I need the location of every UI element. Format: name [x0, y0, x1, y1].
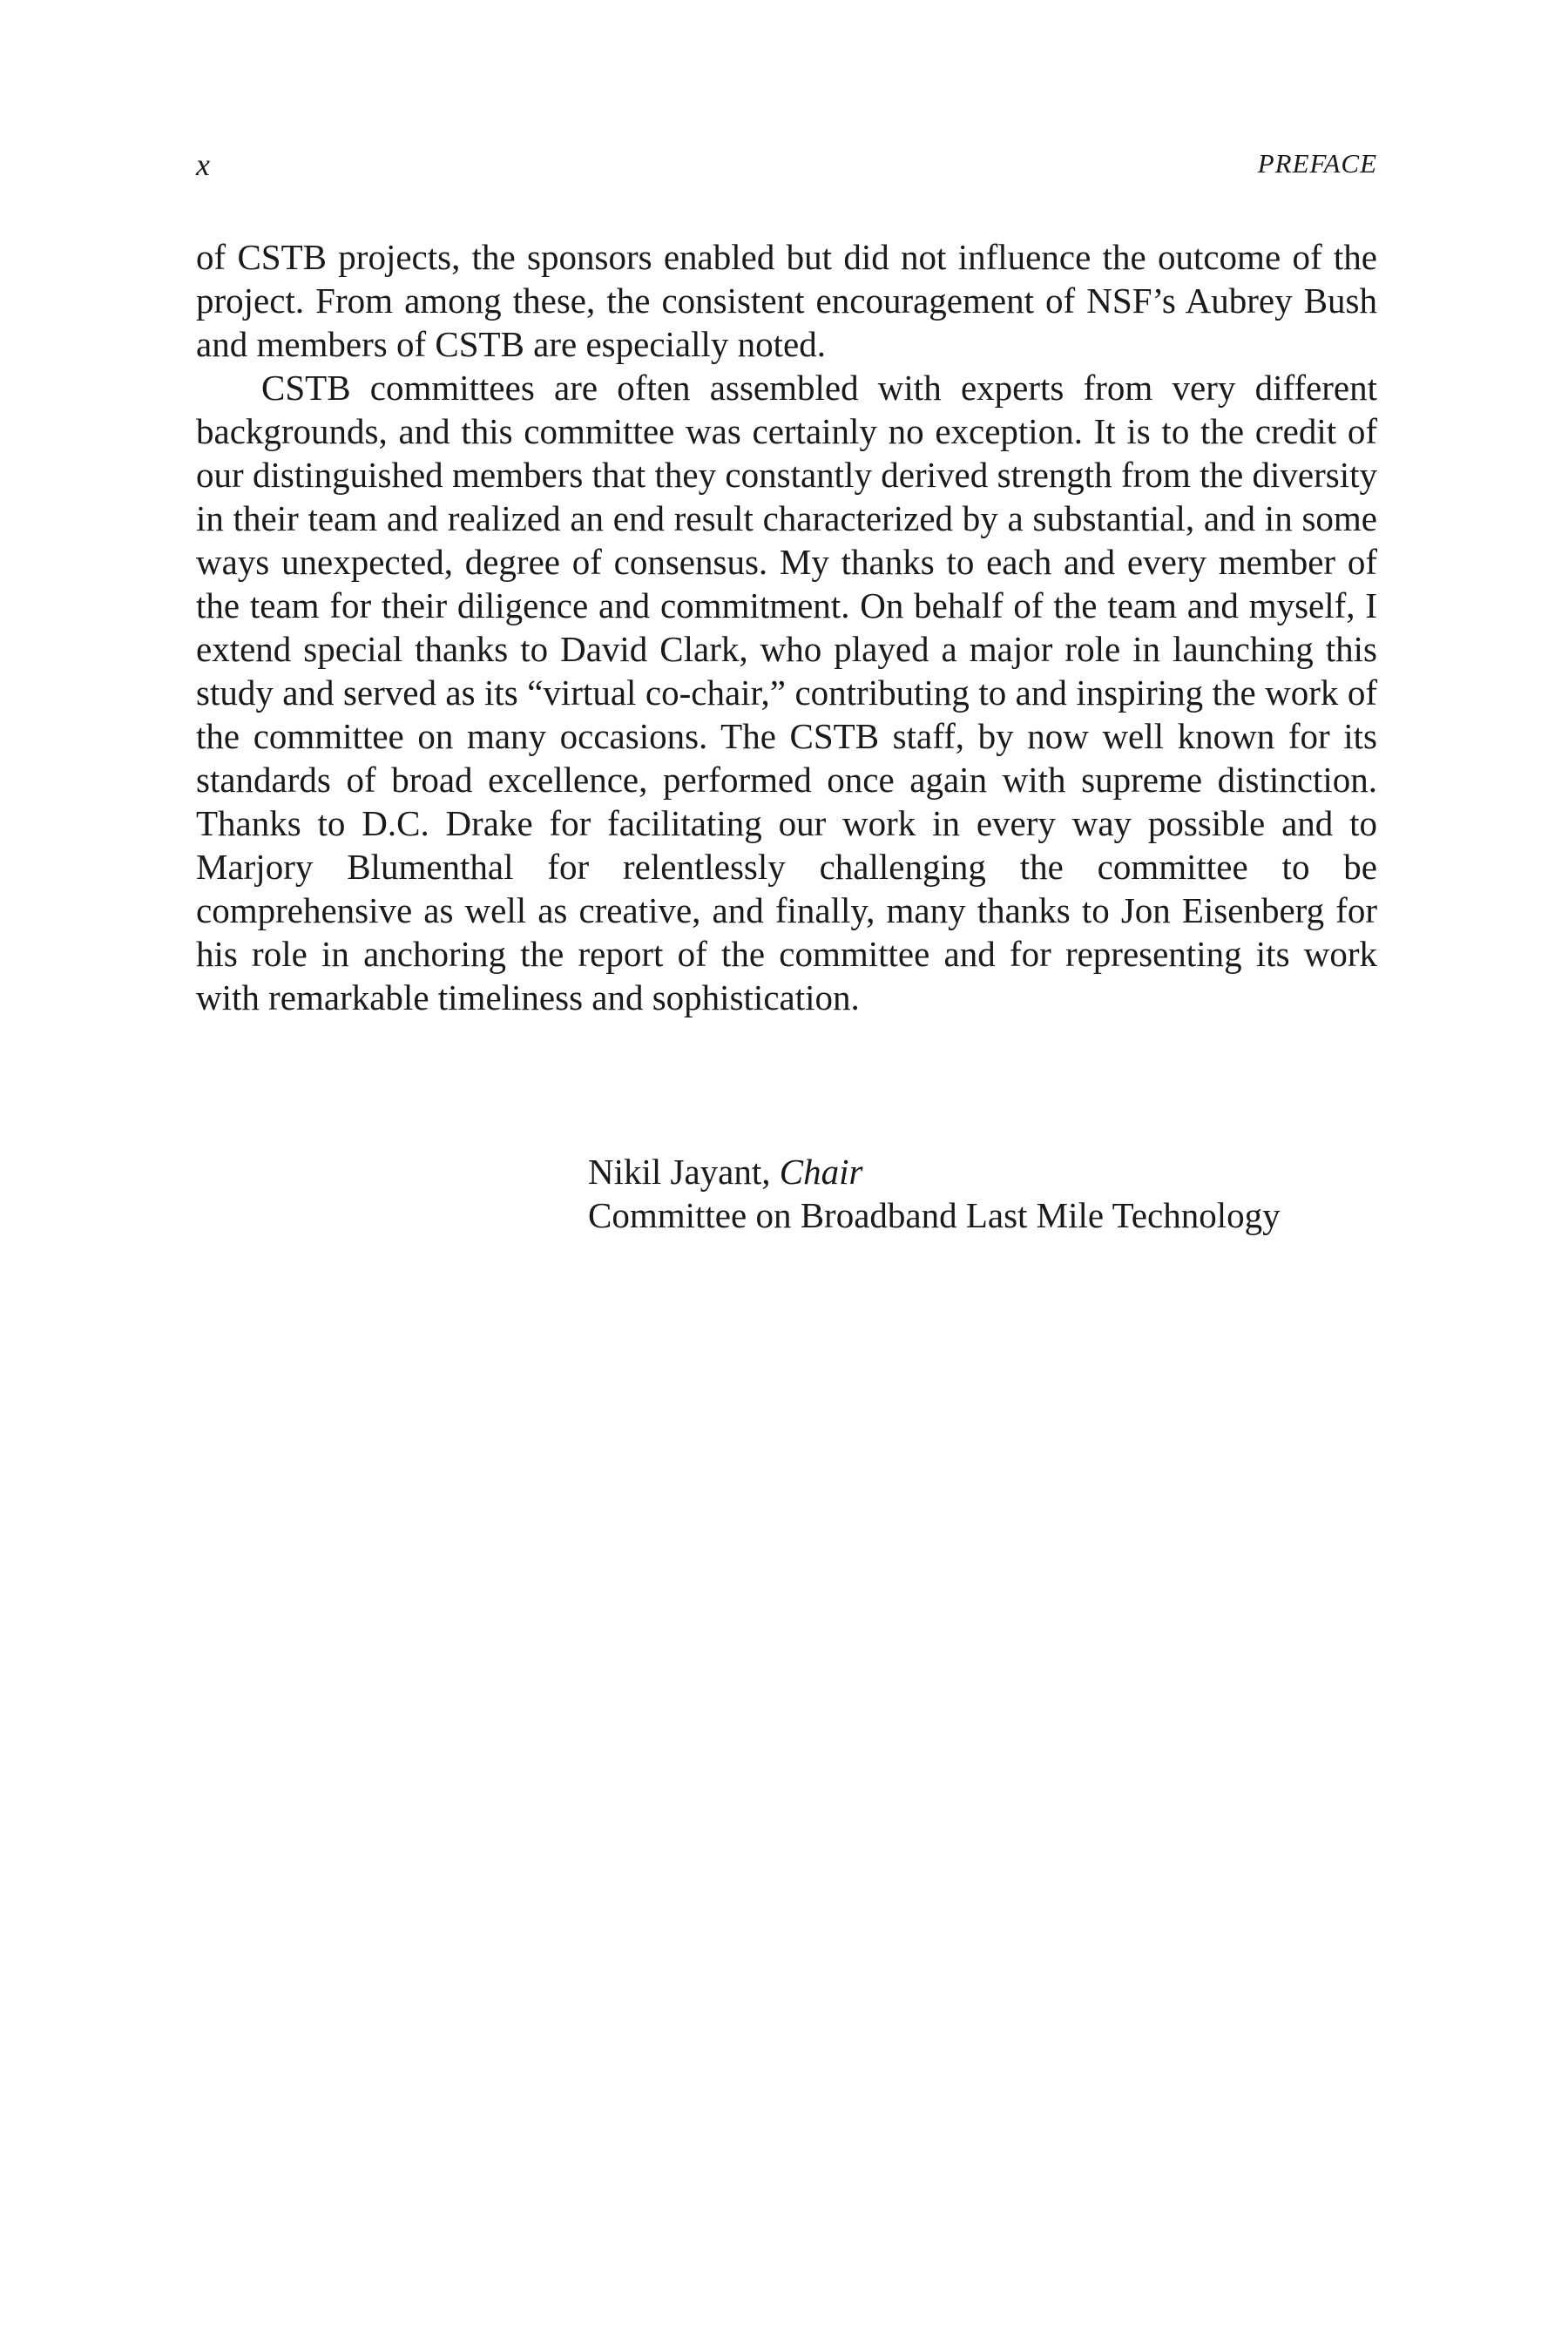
paragraph-acknowledgments: CSTB committees are often assembled with experts from very different backgrounds, and this committee was certainly no exception. It is to the credit of our distinguished members that they constantly derived strength from the diversity in their team and realized an end result characterized by a substantial, and in some ways unexpected, degree of consensus. My thanks to each and every member of the team for their diligence and commitment. On behalf of the team and myself, I extend special thanks to David Clark, who played a major role in launching this study and served as its “virtual co-chair,” contributing to and inspiring the work of the committee on many occasions. The CSTB staff, by now well known for its standards of broad excellence, performed once again with supreme distinction. Thanks to D.C. Drake for facilitating our work in every way possible and to Marjory Blumenthal for relentlessly challenging the committee to be comprehensive as well as creative, and finally, many thanks to Jon Eisenberg for his role in anchoring the report of the committee and for representing its work with remarkable timeliness and sophistication. — [196, 368, 1377, 1017]
signatory-name: Nikil Jayant, — [588, 1152, 771, 1192]
paragraph-continuation: of CSTB projects, the sponsors enabled but did not influence the outcome of the project. From among these, the consistent encouragement of NSF’s Aubrey Bush and members of CSTB are especially noted. — [196, 237, 1377, 364]
signatory-role: Chair — [779, 1152, 863, 1192]
running-head — [196, 146, 1377, 190]
page-number: x — [196, 147, 210, 182]
preface-body — [196, 235, 1377, 1019]
section-title: PREFACE — [1257, 148, 1377, 179]
signatory-organization: Committee on Broadband Last Mile Technology — [588, 1195, 1281, 1235]
signatory-line — [588, 1150, 1407, 1193]
signature-block — [588, 1150, 1407, 1237]
